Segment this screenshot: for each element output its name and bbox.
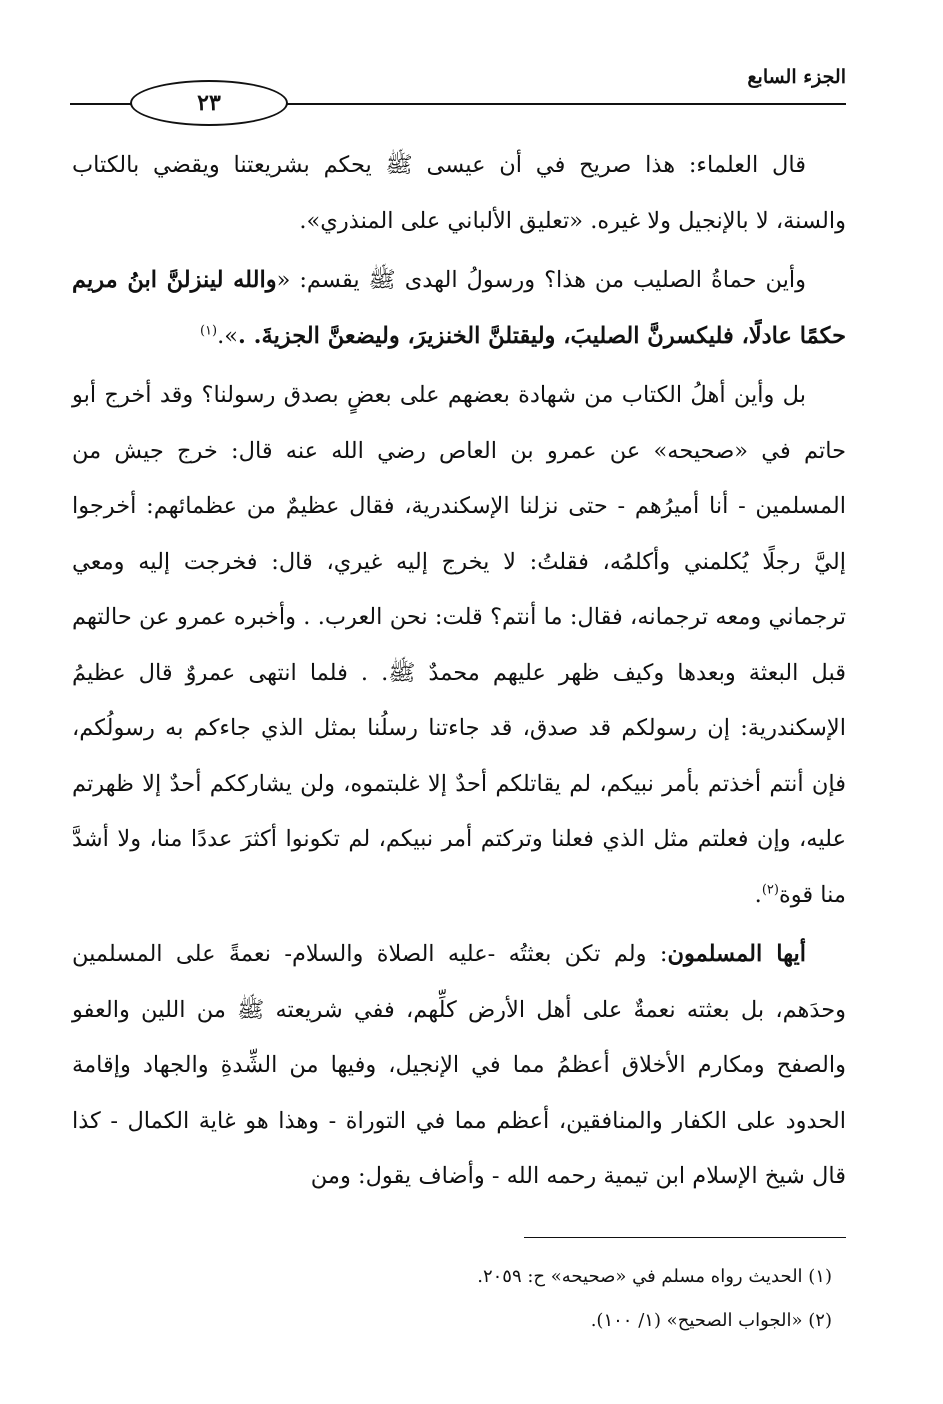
main-text <box>72 138 846 1205</box>
footnote-2: (٢) «الجواب الصحيح» (١/ ١٠٠). <box>590 1310 832 1331</box>
footnote-1: (١) الحديث رواه مسلم في «صحيحه» ح: ٢٠٥٩. <box>477 1266 832 1287</box>
paragraph-4 <box>72 927 846 1205</box>
page-header <box>70 58 846 128</box>
hadith-quote: والله لينزلنَّ ابنُ مريم حكمًا عادلًا، فليكسرنَّ الصليبَ، وليقتلنَّ الخنزيرَ، وليضعنَّ الجزيةَ. . <box>72 267 846 349</box>
footnote-ref-1: (١) <box>199 323 218 338</box>
section-title: الجزء السابع <box>747 66 846 88</box>
paragraph-3 <box>72 368 846 923</box>
page-number: ٢٣ <box>130 80 288 126</box>
paragraph-2 <box>72 253 846 364</box>
paragraph-3-end: . <box>754 881 762 908</box>
paragraph-1 <box>72 138 846 249</box>
footnote-rule <box>524 1237 846 1238</box>
address-heading: أيها المسلمون <box>667 941 806 967</box>
footnote-ref-2: (٢) <box>761 882 779 897</box>
paragraph-1-text: قال العلماء: هذا صريح في أن عيسى ﷺ يحكم بشريعتنا ويقضي بالكتاب والسنة، لا بالإنجيل ولا غيره. «تعليق الألباني على المنذري». <box>72 152 846 234</box>
paragraph-4-text: : ولم تكن بعثتُه -عليه الصلاة والسلام- نعمةً على المسلمين وحدَهم، بل بعثته نعمةٌ على أهل الأرض كلِّهم، ففي شريعته ﷺ من اللين والعفو والصفح ومكارم الأخلاق أعظمُ مما في الإنجيل، وفيها من الشِّدةِ والجهاد وإقامة الحدود على الكفار والمنافقين، أعظم مما في التوراة - وهذا هو غاية الكمال - كذا قال شيخ الإسلام ابن تيمية رحمه الله - وأضاف يقول: ومن <box>72 941 846 1189</box>
paragraph-2-end: ». <box>217 322 239 349</box>
paragraph-2-intro: وأين حماةُ الصليب من هذا؟ ورسولُ الهدى ﷺ يقسم: « <box>276 267 806 293</box>
footnotes <box>72 1255 832 1343</box>
paragraph-3-text: بل وأين أهلُ الكتاب من شهادة بعضهم على بعضٍ بصدق رسولنا؟ وقد أخرج أبو حاتم في «صحيحه» عن عمرو بن العاص رضي الله عنه قال: خرج جيش من المسلمين - أنا أميرُهم - حتى نزلنا الإسكندرية، فقال عظيمٌ من عظمائهم: أخرجوا إليَّ رجلًا يُكلمني وأكلمُه، فقلتُ: لا يخرج إليه غيري، قال: فخرجت إليه ومعي ترجماني ومعه ترجمانه، فقال: ما أنتم؟ قلت: نحن العرب. . وأخبره عمرو عن حالتهم قبل البعثة وبعدها وكيف ظهر عليهم محمدٌ ﷺ. . فلما انتهى عمروٌ قال عظيمُ الإسكندرية: إن رسولكم قد صدق، قد جاءتنا رسلُنا بمثل الذي جاءكم به رسولُكم، فإن أنتم أخذتم بأمر نبيكم، لم يقاتلكم أحدٌ إلا غلبتموه، ولن يشارككم أحدٌ إلا ظهرتم عليه، وإن فعلتم مثل الذي فعلنا وتركتم أمر نبيكم، لم تكونوا أكثرَ عددًا منا، ولا أشدَّ منا قوة <box>72 382 846 908</box>
